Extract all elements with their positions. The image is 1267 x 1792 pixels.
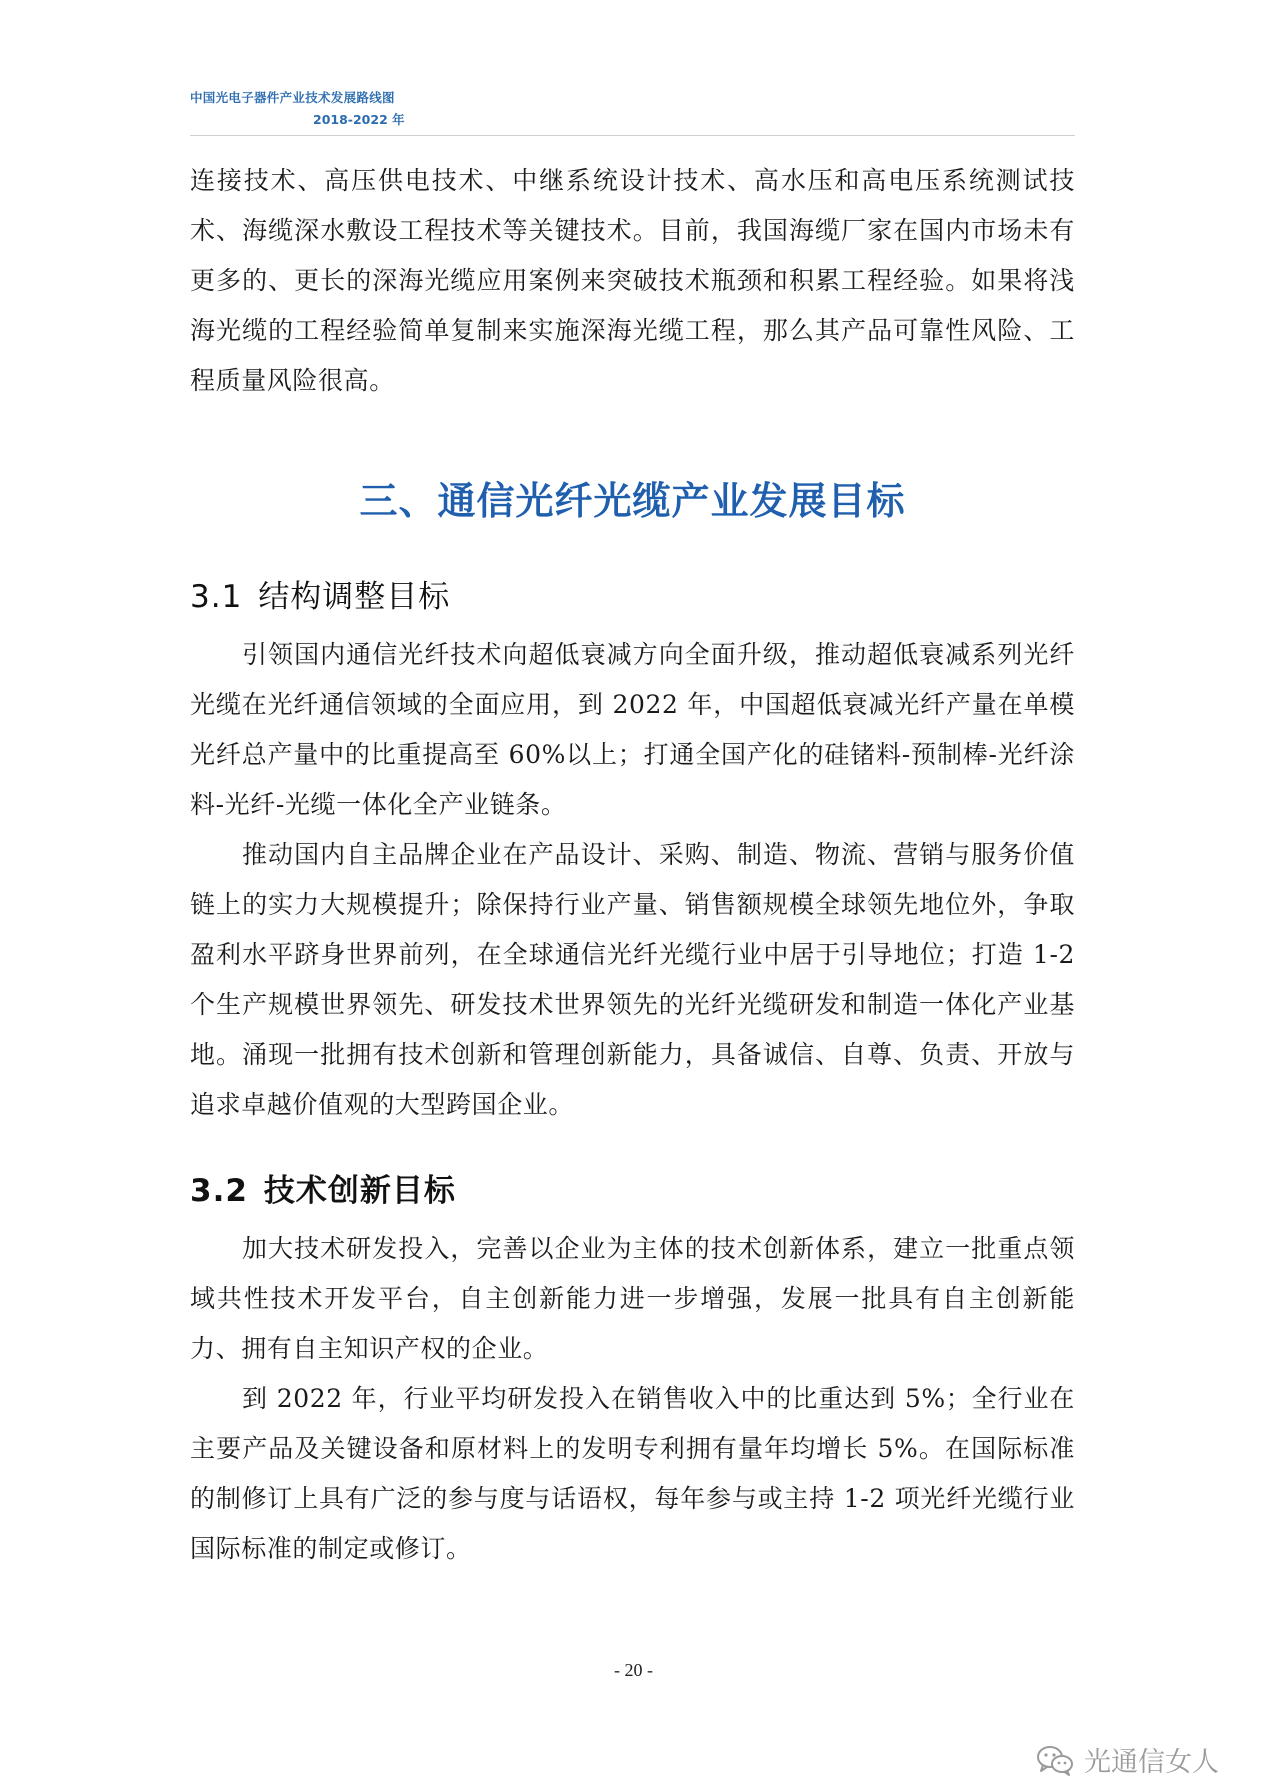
subsection-number: 3.2 (190, 1173, 248, 1209)
subsection-number: 3.1 (190, 579, 243, 615)
page-number: - 20 - (614, 1660, 653, 1680)
subsection-title: 技术创新目标 (263, 1173, 456, 1209)
section-title: 三、通信光纤光缆产业发展目标 (359, 479, 906, 523)
paragraph: 推动国内自主品牌企业在产品设计、采购、制造、物流、营销与服务价值链上的实力大规模提升；除保持行业产量、销售额规模全球领先地位外，争取盈利水平跻身世界前列，在全球通信光纤光缆行业中居于引导地位；打造 1-2 个生产规模世界领先、研发技术世界领先的光纤光缆研发和制造一体化产业基地。涌现一批拥有技术创新和管理创新能力，具备诚信、自尊、负责、开放与追求卓越价值观的大型跨国企业。 (190, 840, 1075, 1119)
subsection-heading-innovation (190, 1166, 1075, 1216)
paragraph: 加大技术研发投入，完善以企业为主体的技术创新体系，建立一批重点领域共性技术开发平台，自主创新能力进一步增强，发展一批具有自主创新能力、拥有自主知识产权的企业。 (190, 1234, 1075, 1363)
header-title: 中国光电子器件产业技术发展路线图 (190, 90, 395, 105)
intro-paragraph: 连接技术、高压供电技术、中继系统设计技术、高水压和高电压系统测试技术、海缆深水敷设工程技术等关键技术。目前，我国海缆厂家在国内市场未有更多的、更长的深海光缆应用案例来突破技术瓶颈和积累工程经验。如果将浅海光缆的工程经验简单复制来实施深海光缆工程，那么其产品可靠性风险、工程质量风险很高。 (190, 166, 1075, 395)
header-divider (190, 135, 1075, 136)
subsection-title: 结构调整目标 (258, 579, 451, 615)
watermark-text: 光通信女人 (1084, 1747, 1219, 1778)
paragraph: 到 2022 年，行业平均研发投入在销售收入中的比重达到 5%；全行业在主要产品及关键设备和原材料上的发明专利拥有量年均增长 5%。在国际标准的制修订上具有广泛的参与度与话语权，每年参与或主持 1-2 项光纤光缆行业国际标准的制定或修订。 (190, 1384, 1075, 1563)
watermark (1036, 1740, 1219, 1779)
header-years: 2018-2022 年 (313, 112, 405, 127)
page-body (190, 156, 1075, 1574)
paragraph: 引领国内通信光纤技术向超低衰减方向全面升级，推动超低衰减系列光纤光缆在光纤通信领域的全面应用，到 2022 年，中国超低衰减光纤产量在单模光纤总产量中的比重提高至 60%以上；打通全国产化的硅锗料-预制棒-光纤涂料-光纤-光缆一体化全产业链条。 (190, 640, 1075, 819)
running-header (190, 88, 420, 128)
wechat-icon (1036, 1744, 1074, 1776)
subsection-heading-structure (190, 572, 1075, 622)
